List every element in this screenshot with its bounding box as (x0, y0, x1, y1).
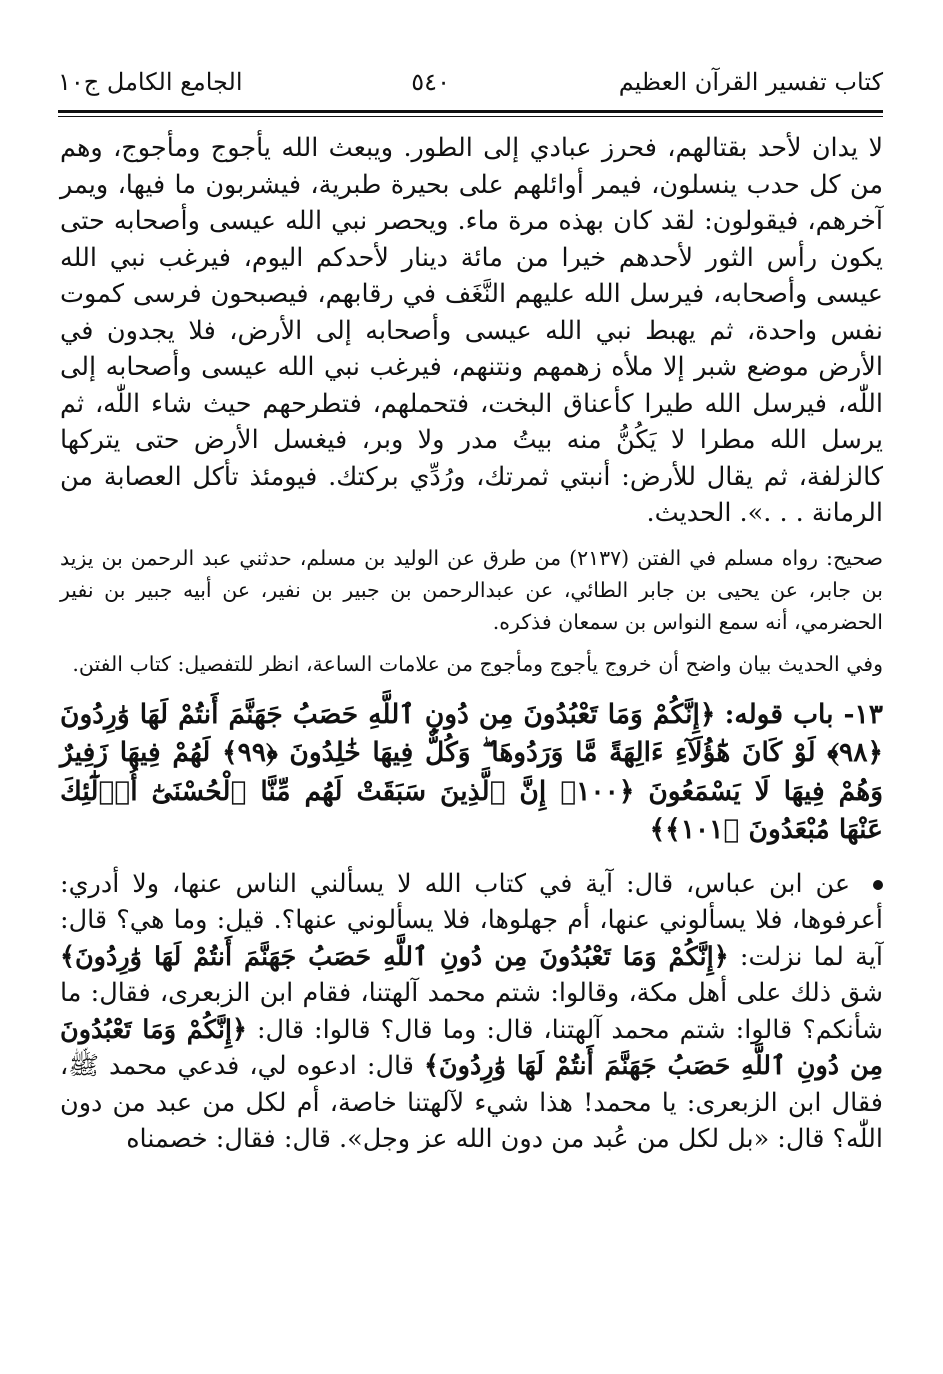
ibn-abbas-narration (60, 866, 883, 1158)
page-header (58, 62, 883, 102)
narration-end: قال: ادعوه لي، فدعي محمد ﷺ، فقال ابن الزبعرى: يا محمد! هذا شيء لآلهتنا خاصة، أم لكل من عبد من دون اللّٰه؟ قال: «بل لكل من عُبد من دون الله عز وجل». قال: فقال: خصمناه (60, 1051, 883, 1154)
narration-verse-2: ﴿إِنَّكُمْ وَمَا تَعْبُدُونَ مِن دُونِ ٱللَّهِ حَصَبُ جَهَنَّمَ أَنتُمْ لَهَا وَٰرِدُونَ﴾ (60, 1014, 884, 1081)
header-rule-thin (58, 116, 883, 117)
narration-middle: شق ذلك على أهل مكة، وقالوا: شتم محمد آلهتنا، فقام ابن الزبعرى، فقال: ما شأنكم؟ قالوا: شتم محمد آلهتنا، قال: وما قال؟ قالوا: قال: (60, 978, 884, 1045)
commentary-note: وفي الحديث بيان واضح أن خروج يأجوج ومأجوج من علامات الساعة، انظر للتفصيل: كتاب الفتن. (72, 651, 883, 676)
volume-label: الجامع الكامل ج١٠ (58, 68, 243, 96)
narration-verse-1: ﴿إِنَّكُمْ وَمَا تَعْبُدُونَ مِن دُونِ ٱللَّهِ حَصَبُ جَهَنَّمَ أَنتُمْ لَهَا وَٰرِدُونَ﴾ (60, 941, 729, 972)
page-body (60, 130, 883, 1158)
bullet-icon (873, 880, 883, 890)
chapter-number: ١٣- باب قوله: (724, 698, 883, 730)
header-rule-thick (58, 110, 883, 113)
narration-intro: عن ابن عباس، قال: آية في كتاب الله لا يسألني الناس عنها، ولا أدري: أعرفوها، فلا يسألوني عنها، أم جهلوها، فلا يسألوني عنها؟. قيل: وما هي؟ قال: آية لما نزلت: (60, 868, 883, 972)
hadith-text: لا يدان لأحد بقتالهم، فحرز عبادي إلى الطور. ويبعث الله يأجوج ومأجوج، وهم من كل حدب ينسلون، فيمر أوائلهم على بحيرة طبرية، فيشربون ما فيها، ويمر آخرهم، فيقولون: لقد كان بهذه مرة ماء. ويحصر نبي الله عيسى وأصحابه حتى يكون رأس الثور لأحدهم خيرا من مائة دينار لأحدكم اليوم، فيرغب نبي الله عيسى وأصحابه، فيرسل الله عليهم النَّغَف في رقابهم، فيصبحون فرسى كموت نفس واحدة، ثم يهبط نبي الله عيسى وأصحابه إلى الأرض، فلا يجدون في الأرض موضع شبر إلا ملأه زهمهم ونتنهم، فيرغب نبي الله عيسى وأصحابه إلى اللّٰه، فيرسل الله طيرا كأعناق البخت، فتحملهم، فتطرحهم حيث شاء اللّٰه، ثم يرسل الله مطرا لا يَكُنُّ منه بيتُ مدر ولا وبر، فيغسل الأرض حتى يتركها كالزلفة، ثم يقال للأرض: أنبتي ثمرتك، ورُدِّي بركتك. فيومئذ تأكل العصابة من الرمانة . . .». الحديث. (60, 133, 883, 528)
book-title: كتاب تفسير القرآن العظيم (618, 68, 883, 96)
chapter-heading (60, 696, 883, 850)
chapter-verse: ﴿إِنَّكُمْ وَمَا تَعْبُدُونَ مِن دُونِ ٱللَّهِ حَصَبُ جَهَنَّمَ أَنتُمْ لَهَا وَٰرِدُونَ ﴿٩٨﴾ لَوْ كَانَ هَٰٓؤُلَآءِ ءَالِهَةً مَّا وَرَدُوهَا ۖ وَكُلٌّ فِيهَا خَٰلِدُونَ ﴿٩٩﴾ لَهُمْ فِيهَا زَفِيرٌ وَهُمْ فِيهَا لَا يَسْمَعُونَ ﴿١٠٠﴾ إِنَّ ٱلَّذِينَ سَبَقَتْ لَهُم مِّنَّا ٱلْحُسْنَىٰٓ أُو۟لَٰٓئِكَ عَنْهَا مُبْعَدُونَ ﴿١٠١﴾﴾ (60, 698, 883, 845)
takhrij-note: صحيح: رواه مسلم في الفتن (٢١٣٧) من طرق عن الوليد بن مسلم، حدثني عبد الرحمن بن يزيد بن جابر، عن يحيى بن جابر الطائي، عن عبدالرحمن بن جبير بن نفير، عن أبيه جبير بن نفير الحضرمي، أنه سمع النواس بن سمعان فذكره. (60, 545, 884, 634)
page-number: ٥٤٠ (411, 68, 450, 96)
